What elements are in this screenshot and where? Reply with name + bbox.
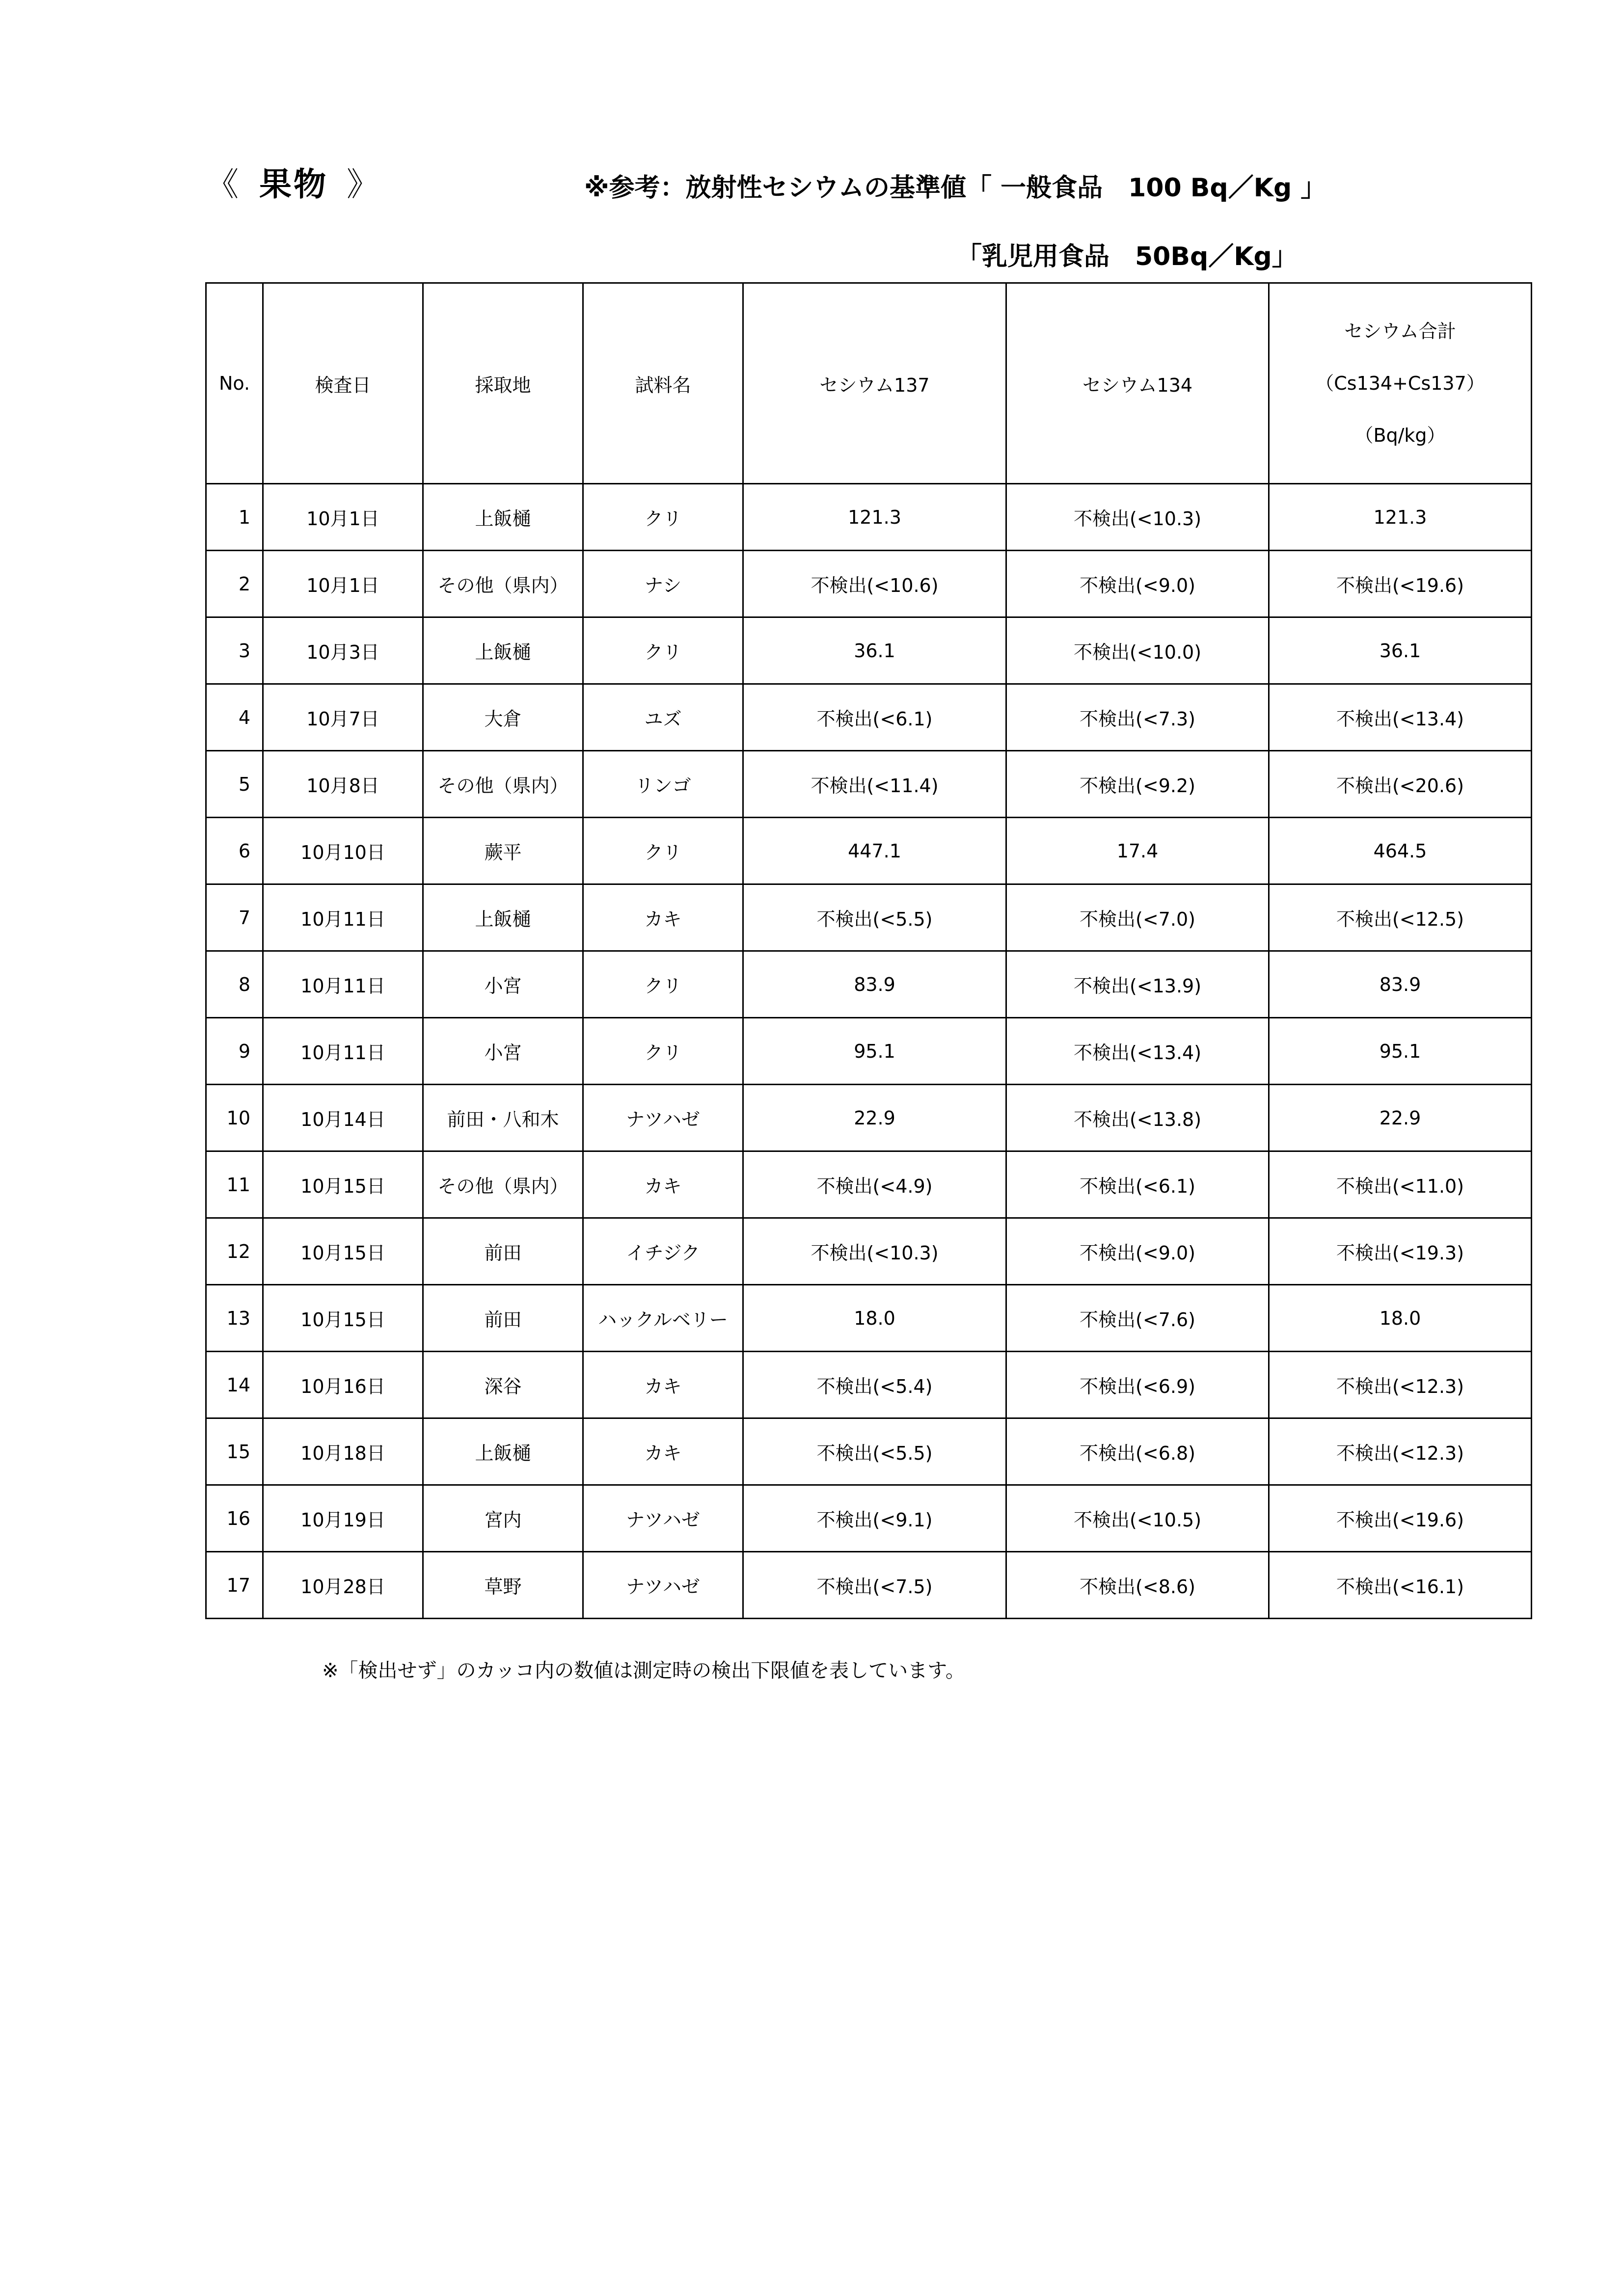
cell-no: 5 bbox=[206, 751, 263, 818]
cell-sample: クリ bbox=[583, 1018, 743, 1085]
table-body bbox=[206, 484, 1532, 1619]
header-total-formula: （Cs134+Cs137） bbox=[1315, 373, 1485, 394]
cell-no: 8 bbox=[206, 951, 263, 1018]
table-row bbox=[206, 551, 1532, 617]
cell-cs134: 不検出(<13.4) bbox=[1006, 1018, 1269, 1085]
cell-date: 10月15日 bbox=[263, 1218, 423, 1285]
footnote: ※「検出せず」のカッコ内の数値は測定時の検出下限値を表しています。 bbox=[322, 1659, 965, 1682]
cell-cs137: 不検出(<10.6) bbox=[743, 551, 1006, 617]
cell-cs137: 18.0 bbox=[743, 1285, 1006, 1352]
header-cs137: セシウム137 bbox=[743, 283, 1006, 484]
cell-sample: カキ bbox=[583, 1352, 743, 1418]
header-row bbox=[206, 283, 1532, 484]
cell-date: 10月1日 bbox=[263, 484, 423, 551]
cell-no: 2 bbox=[206, 551, 263, 617]
cell-cs134: 不検出(<8.6) bbox=[1006, 1552, 1269, 1619]
cell-sample: ナツハゼ bbox=[583, 1085, 743, 1151]
cell-sample: クリ bbox=[583, 951, 743, 1018]
cell-sample: ナシ bbox=[583, 551, 743, 617]
cell-cs137: 83.9 bbox=[743, 951, 1006, 1018]
table-row bbox=[206, 818, 1532, 884]
header-total-label: セシウム合計 bbox=[1344, 320, 1456, 342]
cell-cs134: 不検出(<10.5) bbox=[1006, 1485, 1269, 1552]
table-row bbox=[206, 1085, 1532, 1151]
cell-sample: カキ bbox=[583, 1418, 743, 1485]
cell-sample: カキ bbox=[583, 1151, 743, 1218]
cell-cs134: 不検出(<7.6) bbox=[1006, 1285, 1269, 1352]
cell-no: 12 bbox=[206, 1218, 263, 1285]
cell-date: 10月11日 bbox=[263, 951, 423, 1018]
cell-location: その他（県内） bbox=[423, 1151, 583, 1218]
cell-location: 上飯樋 bbox=[423, 1418, 583, 1485]
table-row bbox=[206, 884, 1532, 951]
cell-cs137: 95.1 bbox=[743, 1018, 1006, 1085]
table-row bbox=[206, 1151, 1532, 1218]
cell-no: 9 bbox=[206, 1018, 263, 1085]
cell-cs134: 不検出(<9.0) bbox=[1006, 551, 1269, 617]
cell-cs137: 121.3 bbox=[743, 484, 1006, 551]
cell-no: 16 bbox=[206, 1485, 263, 1552]
cell-no: 1 bbox=[206, 484, 263, 551]
cell-no: 15 bbox=[206, 1418, 263, 1485]
table-row bbox=[206, 484, 1532, 551]
cell-location: その他（県内） bbox=[423, 551, 583, 617]
cell-sample: リンゴ bbox=[583, 751, 743, 818]
cell-total: 不検出(<19.6) bbox=[1269, 551, 1532, 617]
cell-date: 10月14日 bbox=[263, 1085, 423, 1151]
cell-date: 10月16日 bbox=[263, 1352, 423, 1418]
cell-cs137: 不検出(<5.5) bbox=[743, 884, 1006, 951]
table-row bbox=[206, 751, 1532, 818]
cell-sample: カキ bbox=[583, 884, 743, 951]
cell-cs137: 不検出(<11.4) bbox=[743, 751, 1006, 818]
cell-no: 6 bbox=[206, 818, 263, 884]
table-row bbox=[206, 1552, 1532, 1619]
table-row bbox=[206, 1485, 1532, 1552]
cell-cs137: 不検出(<6.1) bbox=[743, 684, 1006, 751]
table-row bbox=[206, 1352, 1532, 1418]
cell-no: 3 bbox=[206, 617, 263, 684]
cell-cs134: 不検出(<9.2) bbox=[1006, 751, 1269, 818]
cell-sample: ハックルベリー bbox=[583, 1285, 743, 1352]
cell-location: 大倉 bbox=[423, 684, 583, 751]
cell-cs137: 不検出(<4.9) bbox=[743, 1151, 1006, 1218]
cell-cs137: 不検出(<7.5) bbox=[743, 1552, 1006, 1619]
cell-cs137: 447.1 bbox=[743, 818, 1006, 884]
cell-total: 不検出(<13.4) bbox=[1269, 684, 1532, 751]
cell-total: 不検出(<12.5) bbox=[1269, 884, 1532, 951]
cell-cs134: 不検出(<13.8) bbox=[1006, 1085, 1269, 1151]
cell-date: 10月7日 bbox=[263, 684, 423, 751]
header-no: No. bbox=[206, 283, 263, 484]
cell-date: 10月8日 bbox=[263, 751, 423, 818]
table-header bbox=[206, 283, 1532, 484]
cell-total: 121.3 bbox=[1269, 484, 1532, 551]
cell-total: 18.0 bbox=[1269, 1285, 1532, 1352]
cell-location: 上飯樋 bbox=[423, 484, 583, 551]
cell-sample: クリ bbox=[583, 617, 743, 684]
cell-cs134: 不検出(<6.1) bbox=[1006, 1151, 1269, 1218]
reference-general-food: ※参考：放射性セシウムの基準値「 一般食品 100 Bq／Kg 」 bbox=[584, 173, 1326, 203]
cell-total: 不検出(<11.0) bbox=[1269, 1151, 1532, 1218]
cell-date: 10月28日 bbox=[263, 1552, 423, 1619]
cell-cs137: 36.1 bbox=[743, 617, 1006, 684]
cell-cs137: 22.9 bbox=[743, 1085, 1006, 1151]
cell-no: 11 bbox=[206, 1151, 263, 1218]
cell-sample: ナツハゼ bbox=[583, 1485, 743, 1552]
cell-date: 10月15日 bbox=[263, 1151, 423, 1218]
cell-date: 10月11日 bbox=[263, 1018, 423, 1085]
cell-total: 464.5 bbox=[1269, 818, 1532, 884]
page-title bbox=[206, 158, 381, 205]
cell-location: 上飯樋 bbox=[423, 884, 583, 951]
cell-location: その他（県内） bbox=[423, 751, 583, 818]
cell-date: 10月15日 bbox=[263, 1285, 423, 1352]
title-close-bracket: 》 bbox=[347, 165, 381, 203]
cell-cs137: 不検出(<10.3) bbox=[743, 1218, 1006, 1285]
cell-cs134: 不検出(<6.8) bbox=[1006, 1418, 1269, 1485]
cell-cs134: 不検出(<10.3) bbox=[1006, 484, 1269, 551]
header-total bbox=[1269, 283, 1532, 484]
header-date: 検査日 bbox=[263, 283, 423, 484]
cell-location: 宮内 bbox=[423, 1485, 583, 1552]
title-open-bracket: 《 bbox=[206, 165, 241, 203]
cell-no: 7 bbox=[206, 884, 263, 951]
table-row bbox=[206, 617, 1532, 684]
header-cs134: セシウム134 bbox=[1006, 283, 1269, 484]
cell-date: 10月11日 bbox=[263, 884, 423, 951]
cell-total: 95.1 bbox=[1269, 1018, 1532, 1085]
cell-sample: クリ bbox=[583, 818, 743, 884]
header-location: 採取地 bbox=[423, 283, 583, 484]
cell-cs134: 不検出(<7.3) bbox=[1006, 684, 1269, 751]
table-row bbox=[206, 1218, 1532, 1285]
cell-total: 不検出(<20.6) bbox=[1269, 751, 1532, 818]
cell-date: 10月19日 bbox=[263, 1485, 423, 1552]
cell-cs134: 不検出(<9.0) bbox=[1006, 1218, 1269, 1285]
cell-location: 小宮 bbox=[423, 1018, 583, 1085]
cell-total: 不検出(<19.3) bbox=[1269, 1218, 1532, 1285]
cell-cs134: 17.4 bbox=[1006, 818, 1269, 884]
cell-sample: クリ bbox=[583, 484, 743, 551]
cell-cs134: 不検出(<13.9) bbox=[1006, 951, 1269, 1018]
cell-location: 小宮 bbox=[423, 951, 583, 1018]
cell-cs137: 不検出(<5.4) bbox=[743, 1352, 1006, 1418]
table-row bbox=[206, 684, 1532, 751]
cell-date: 10月10日 bbox=[263, 818, 423, 884]
cell-location: 前田 bbox=[423, 1218, 583, 1285]
cell-no: 14 bbox=[206, 1352, 263, 1418]
cell-total: 83.9 bbox=[1269, 951, 1532, 1018]
cell-sample: ユズ bbox=[583, 684, 743, 751]
cell-no: 4 bbox=[206, 684, 263, 751]
cell-sample: ナツハゼ bbox=[583, 1552, 743, 1619]
title-text: 果物 bbox=[259, 165, 328, 203]
cell-location: 草野 bbox=[423, 1552, 583, 1619]
cell-cs134: 不検出(<6.9) bbox=[1006, 1352, 1269, 1418]
reference-infant-food: 「乳児用食品 50Bq／Kg」 bbox=[956, 242, 1298, 271]
cell-location: 前田 bbox=[423, 1285, 583, 1352]
cell-cs137: 不検出(<9.1) bbox=[743, 1485, 1006, 1552]
table-row bbox=[206, 1285, 1532, 1352]
table-row bbox=[206, 1018, 1532, 1085]
cell-total: 22.9 bbox=[1269, 1085, 1532, 1151]
cell-cs134: 不検出(<10.0) bbox=[1006, 617, 1269, 684]
cell-location: 上飯樋 bbox=[423, 617, 583, 684]
cell-no: 13 bbox=[206, 1285, 263, 1352]
cell-total: 不検出(<12.3) bbox=[1269, 1418, 1532, 1485]
cell-sample: イチジク bbox=[583, 1218, 743, 1285]
cell-location: 蕨平 bbox=[423, 818, 583, 884]
cell-location: 深谷 bbox=[423, 1352, 583, 1418]
cell-cs137: 不検出(<5.5) bbox=[743, 1418, 1006, 1485]
cell-total: 不検出(<16.1) bbox=[1269, 1552, 1532, 1619]
cell-no: 17 bbox=[206, 1552, 263, 1619]
cell-date: 10月1日 bbox=[263, 551, 423, 617]
header-sample: 試料名 bbox=[583, 283, 743, 484]
cell-location: 前田・八和木 bbox=[423, 1085, 583, 1151]
cell-date: 10月18日 bbox=[263, 1418, 423, 1485]
table-row bbox=[206, 951, 1532, 1018]
cell-no: 10 bbox=[206, 1085, 263, 1151]
cell-total: 不検出(<19.6) bbox=[1269, 1485, 1532, 1552]
cell-total: 36.1 bbox=[1269, 617, 1532, 684]
cell-cs134: 不検出(<7.0) bbox=[1006, 884, 1269, 951]
cell-date: 10月3日 bbox=[263, 617, 423, 684]
table-row bbox=[206, 1418, 1532, 1485]
header-total-unit: （Bq/kg） bbox=[1354, 425, 1446, 446]
results-table bbox=[205, 282, 1532, 1619]
cell-total: 不検出(<12.3) bbox=[1269, 1352, 1532, 1418]
